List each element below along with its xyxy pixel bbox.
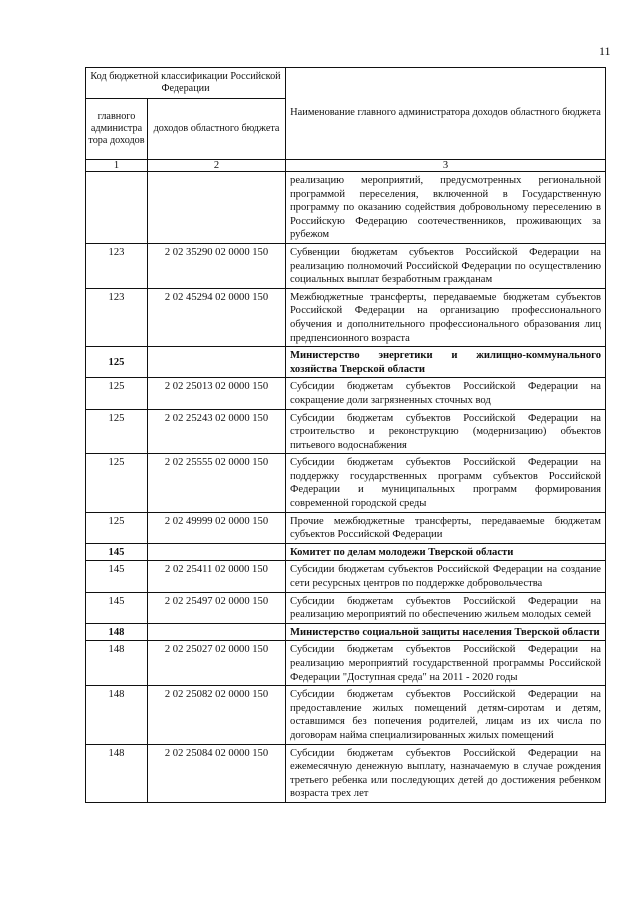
table-row [86,641,606,686]
administrator-code: 148 [86,641,148,686]
income-name: Субсидии бюджетам субъектов Российской Федерации на реализацию мероприятий по обеспечению жильем молодых семей [286,592,606,623]
column-index-3: 3 [286,160,606,172]
administrator-code: 125 [86,409,148,454]
income-code: 2 02 25027 02 0000 150 [148,641,286,686]
income-name: Субсидии бюджетам субъектов Российской Федерации на поддержку государственных программ субъектов Российской Федерации и муниципальных программ формирования современной городской среды [286,454,606,512]
income-code [148,347,286,378]
administrator-code [86,172,148,244]
administrator-code: 125 [86,347,148,378]
income-name: Министерство социальной защиты населения Тверской области [286,623,606,641]
table-row-ministry [86,347,606,378]
administrator-code: 123 [86,243,148,288]
table-row-ministry [86,623,606,641]
column-index-2: 2 [148,160,286,172]
table-row [86,686,606,744]
administrator-code: 123 [86,288,148,346]
income-name: Субсидии бюджетам субъектов Российской Федерации на реализацию мероприятий государственной программы Российской Федерации "Доступная среда" на 2011 - 2020 годы [286,641,606,686]
income-name: Прочие межбюджетные трансферты, передаваемые бюджетам субъектов Российской Федерации [286,512,606,543]
income-code: 2 02 25555 02 0000 150 [148,454,286,512]
table-row [86,172,606,244]
income-code: 2 02 25084 02 0000 150 [148,744,286,802]
income-code: 2 02 35290 02 0000 150 [148,243,286,288]
income-code: 2 02 25013 02 0000 150 [148,378,286,409]
income-code: 2 02 25243 02 0000 150 [148,409,286,454]
income-code [148,172,286,244]
administrator-code: 125 [86,454,148,512]
income-name: Комитет по делам молодежи Тверской области [286,543,606,561]
income-code: 2 02 25082 02 0000 150 [148,686,286,744]
administrator-code: 148 [86,744,148,802]
administrator-code: 145 [86,543,148,561]
income-code: 2 02 25497 02 0000 150 [148,592,286,623]
administrator-code: 145 [86,592,148,623]
income-code [148,623,286,641]
budget-classification-table [85,67,606,803]
income-name: Субсидии бюджетам субъектов Российской Федерации на строительство и реконструкцию (модернизацию) объектов питьевого водоснабжения [286,409,606,454]
income-name: Министерство энергетики и жилищно-коммунального хозяйства Тверской области [286,347,606,378]
income-name: Субсидии бюджетам субъектов Российской Федерации на предоставление жилых помещений детям-сиротам и детям, оставшимся без попечения родителей, лицам из их числа по договорам найма специализированных жилых помещений [286,686,606,744]
administrator-code: 125 [86,512,148,543]
administrator-code: 148 [86,686,148,744]
table-row [86,409,606,454]
income-name: Субсидии бюджетам субъектов Российской Федерации на ежемесячную денежную выплату, назначаемую в случае рождения третьего ребенка или последующих детей до достижения ребенком возраста трех лет [286,744,606,802]
table-row [86,243,606,288]
income-name: Субсидии бюджетам субъектов Российской Федерации на сокращение доли загрязненных сточных вод [286,378,606,409]
income-name: Субвенции бюджетам субъектов Российской Федерации на реализацию полномочий Российской Федерации по осуществлению социальных выплат безработным гражданам [286,243,606,288]
income-name: Субсидии бюджетам субъектов Российской Федерации на создание сети ресурсных центров по поддержке добровольчества [286,561,606,592]
administrator-code: 148 [86,623,148,641]
table-row [86,561,606,592]
page-number: 11 [599,44,611,58]
header-main-administrator: главного администра тора доходов [86,99,148,160]
table-row [86,288,606,346]
table-row [86,454,606,512]
table-body [86,172,606,803]
table-row [86,378,606,409]
administrator-code: 145 [86,561,148,592]
table-row-ministry [86,543,606,561]
income-name: реализацию мероприятий, предусмотренных региональной программой переселения, включенной в Государственную программу по оказанию содействия добровольному переселению в Российскую Федерацию соотечественников, проживающих за рубежом [286,172,606,244]
table-row [86,744,606,802]
header-regional-budget-income: доходов областного бюджета [148,99,286,160]
income-code: 2 02 49999 02 0000 150 [148,512,286,543]
table-row [86,592,606,623]
column-index-1: 1 [86,160,148,172]
income-code [148,543,286,561]
income-code: 2 02 45294 02 0000 150 [148,288,286,346]
income-code: 2 02 25411 02 0000 150 [148,561,286,592]
administrator-code: 125 [86,378,148,409]
table-row [86,512,606,543]
header-administrator-name: Наименование главного администратора доходов областного бюджета [286,68,606,160]
header-classification-code: Код бюджетной классификации Российской Федерации [86,68,286,99]
income-name: Межбюджетные трансферты, передаваемые бюджетам субъектов Российской Федерации на организацию профессионального обучения и дополнительного профессионального образования лиц предпенсионного возраста [286,288,606,346]
